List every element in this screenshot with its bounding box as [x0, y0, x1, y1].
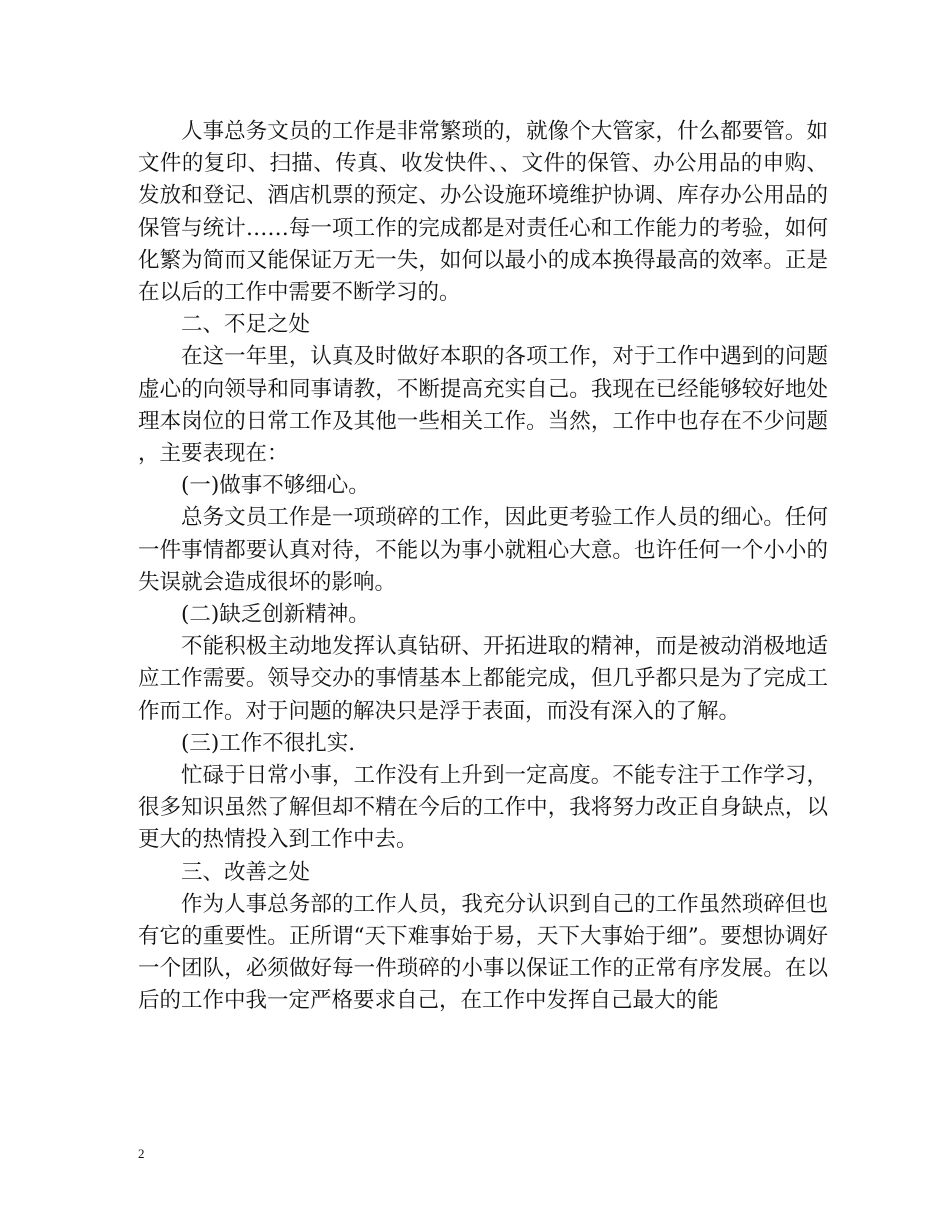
paragraph-year-review: 在这一年里，认真及时做好本职的各项工作，对于工作中遇到的问题虚心的向领导和同事请教，不断提高充实自己。我现在已经能够较好地处理本岗位的日常工作及其他一些相关工作。当然，工作中也存在不少问题，主要表现在： [138, 344, 828, 467]
page-number: 2 [138, 1146, 145, 1161]
document-body [138, 116, 828, 1018]
subheading-lack-innovation: (二)缺乏创新精神。 [181, 602, 370, 628]
section-heading-improvements: 三、改善之处 [181, 859, 311, 885]
subheading-not-solid: (三)工作不很扎实. [181, 730, 356, 756]
subheading-not-careful: (一)做事不够细心。 [181, 473, 370, 499]
paragraph-duties: 人事总务文员的工作是非常繁琐的，就像个大管家，什么都要管。如文件的复印、扫描、传真、收发快件、、文件的保管、办公用品的申购、发放和登记、酒店机票的预定、办公设施环境维护协调、库存办公用品的保管与统计……每一项工作的完成都是对责任心和工作能力的考验，如何化繁为简而又能保证万无一失，如何以最小的成本换得最高的效率。正是在以后的工作中需要不断学习的。 [138, 119, 828, 306]
section-heading-shortcomings: 二、不足之处 [181, 312, 311, 338]
paragraph-improvements: 作为人事总务部的工作人员，我充分认识到自己的工作虽然琐碎但也有它的重要性。正所谓“天下难事始于易，天下大事始于细”。要想协调好一个团队，必须做好每一件琐碎的小事以保证工作的正常有序发展。在以后的工作中我一定严格要求自己，在工作中发挥自己最大的能 [138, 891, 828, 1014]
paragraph-lack-innovation: 不能积极主动地发挥认真钻研、开拓进取的精神，而是被动消极地适应工作需要。领导交办的事情基本上都能完成，但几乎都只是为了完成工作而工作。对于问题的解决只是浮于表面，而没有深入的了解。 [138, 634, 828, 724]
paragraph-not-solid: 忙碌于日常小事，工作没有上升到一定高度。不能专注于工作学习，很多知识虽然了解但却不精在今后的工作中，我将努力改正自身缺点，以更大的热情投入到工作中去。 [138, 763, 828, 853]
paragraph-not-careful: 总务文员工作是一项琐碎的工作，因此更考验工作人员的细心。任何一件事情都要认真对待，不能以为事小就粗心大意。也许任何一个小小的失误就会造成很坏的影响。 [138, 505, 828, 595]
